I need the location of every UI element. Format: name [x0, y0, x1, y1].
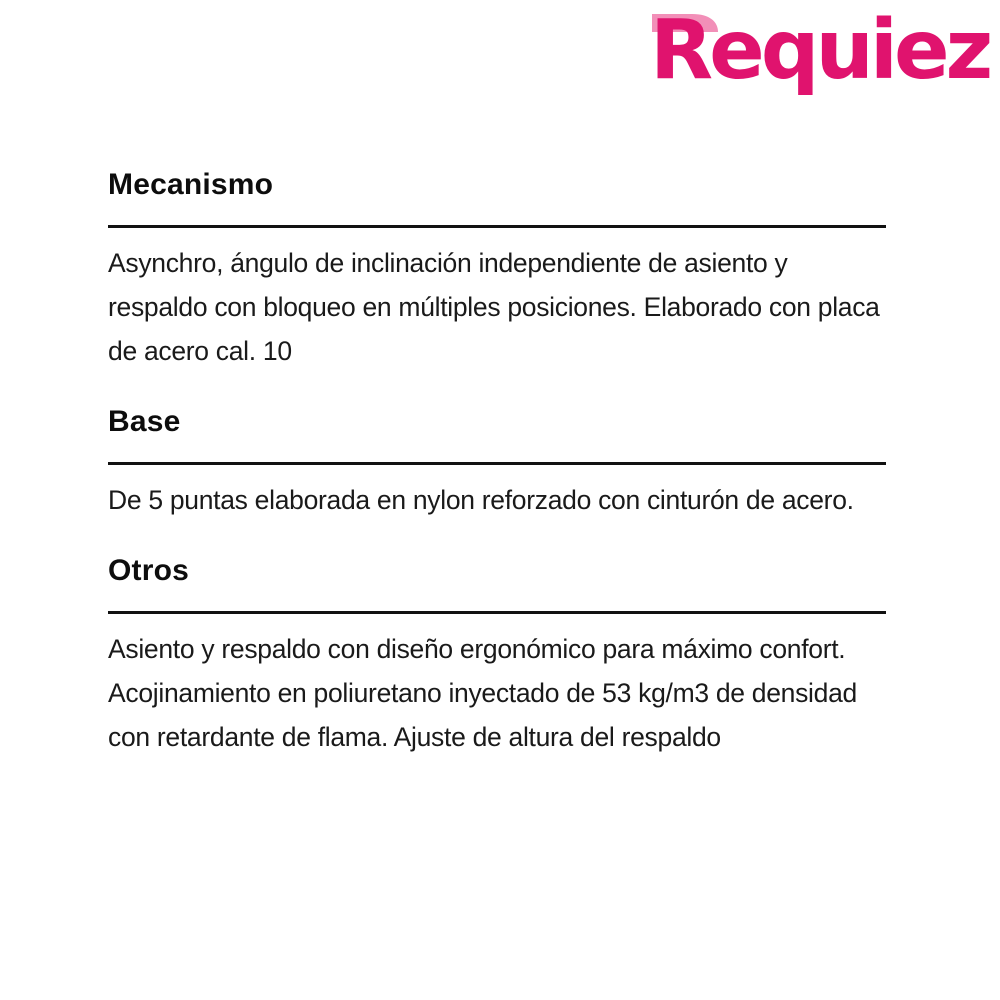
- section-otros: [108, 546, 886, 759]
- section-title: Base: [108, 405, 181, 438]
- section-divider: [108, 225, 886, 228]
- section-mecanismo: [108, 160, 886, 373]
- requiez-logo-icon: [648, 2, 993, 98]
- section-title: Mecanismo: [108, 168, 274, 201]
- section-description: Asiento y respaldo con diseño ergonómico para máximo confort. Acojinamiento en poliuretano inyectado de 53 kg/m3 de densidad con retardante de flama. Ajuste de altura del respaldo: [108, 634, 857, 752]
- spec-sheet: [108, 160, 886, 759]
- logo-wordmark: Requiez: [650, 3, 990, 98]
- section-base: [108, 397, 886, 522]
- brand-logo: [648, 2, 993, 98]
- section-divider: [108, 611, 886, 614]
- section-description: De 5 puntas elaborada en nylon reforzado con cinturón de acero.: [108, 485, 854, 515]
- section-divider: [108, 462, 886, 465]
- section-title: Otros: [108, 554, 190, 587]
- section-description: Asynchro, ángulo de inclinación independiente de asiento y respaldo con bloqueo en múltiples posiciones. Elaborado con placa de acero cal. 10: [108, 248, 880, 366]
